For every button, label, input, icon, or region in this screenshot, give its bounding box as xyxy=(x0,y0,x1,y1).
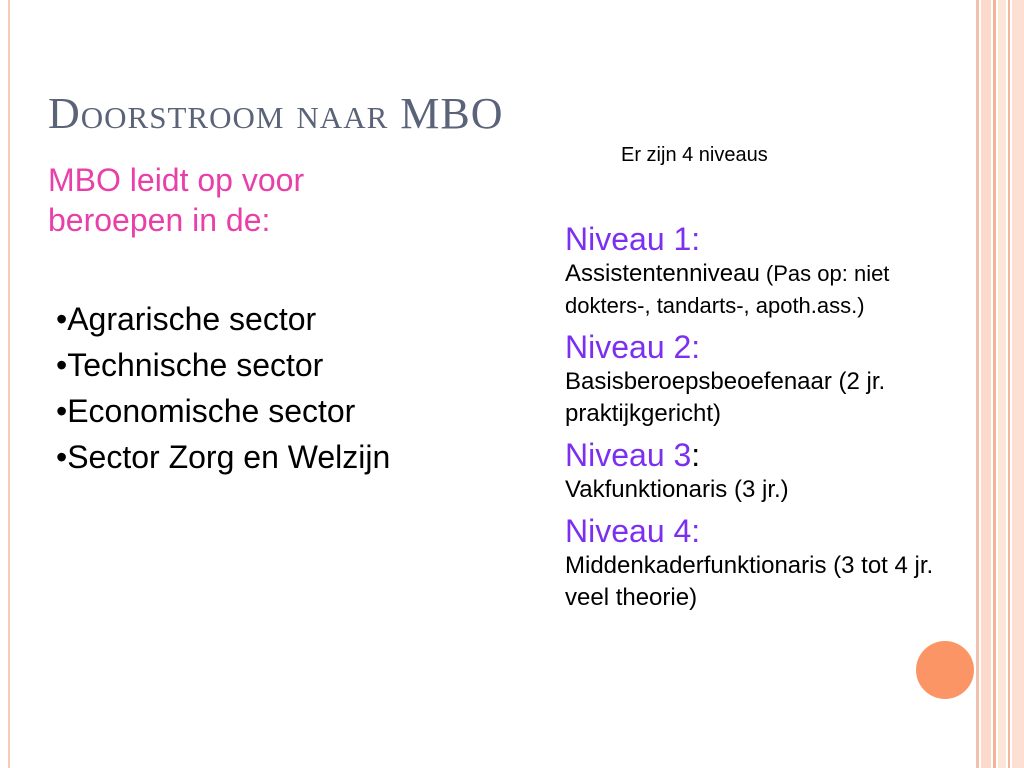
level-colon: : xyxy=(691,437,701,473)
frame-line xyxy=(8,0,10,768)
level-item xyxy=(565,512,965,614)
sector-list xyxy=(56,296,390,480)
level-description xyxy=(565,258,965,322)
stripe xyxy=(993,0,996,768)
level-note: (Pas op: niet dokters-, tandarts-, apoth.ass.) xyxy=(565,261,890,318)
level-item xyxy=(565,328,965,430)
level-list xyxy=(565,220,965,620)
stripe xyxy=(1008,0,1010,768)
stripe xyxy=(1012,0,1024,768)
level-name-row xyxy=(565,436,965,474)
level-item xyxy=(565,436,965,506)
slide-title: Doorstroom naar MBO xyxy=(48,89,504,138)
stripe xyxy=(981,0,991,768)
level-name: Niveau 3 xyxy=(565,437,692,473)
decorative-circle xyxy=(916,641,974,699)
sector-item: •Technische sector xyxy=(56,347,324,383)
level-description: Middenkaderfunktionaris (3 tot 4 jr. veel theorie) xyxy=(565,552,934,611)
sector-item: •Sector Zorg en Welzijn xyxy=(56,439,391,475)
level-description: Basisberoepsbeoefenaar (2 jr. praktijkgericht) xyxy=(565,368,886,427)
stripe xyxy=(998,0,1006,768)
stripe xyxy=(976,0,979,768)
sector-item: •Agrarische sector xyxy=(56,301,317,337)
level-title: Assistentenniveau xyxy=(565,260,760,287)
decorative-stripes xyxy=(976,0,1024,768)
level-item xyxy=(565,220,965,322)
levels-note: Er zijn 4 niveaus xyxy=(621,144,768,166)
level-name: Niveau 1: xyxy=(565,221,701,257)
level-name: Niveau 2: xyxy=(565,329,701,365)
level-name: Niveau 4: xyxy=(565,513,701,549)
sector-item: •Economische sector xyxy=(56,393,356,429)
intro-text: MBO leidt op voor beroepen in de: xyxy=(48,162,305,238)
level-description: Vakfunktionaris (3 jr.) xyxy=(565,476,789,503)
